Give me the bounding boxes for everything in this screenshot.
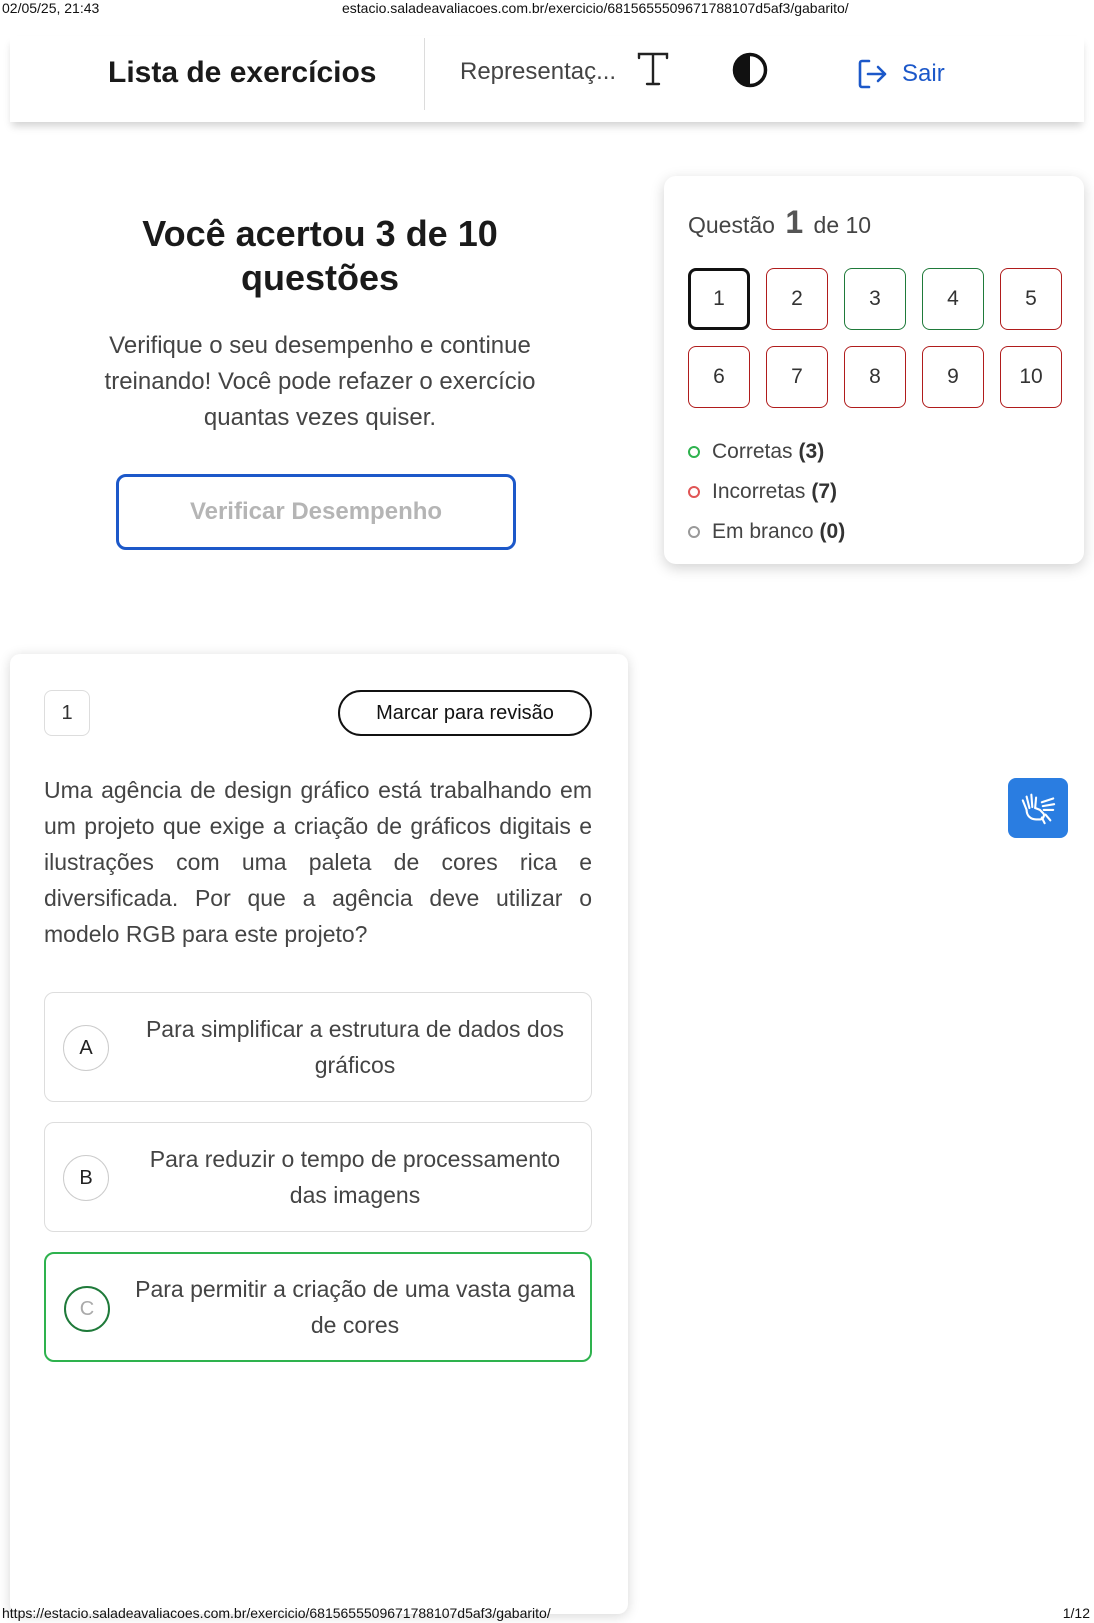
- question-nav-6[interactable]: 6: [688, 346, 750, 408]
- legend-dot-icon: [688, 486, 700, 498]
- question-nav-9[interactable]: 9: [922, 346, 984, 408]
- answer-option-c[interactable]: [44, 1252, 592, 1362]
- print-footer-url: https://estacio.saladeavaliacoes.com.br/exercicio/6815655509671788107d5af3/gabarito/: [2, 1605, 551, 1621]
- question-nav-3[interactable]: 3: [844, 268, 906, 330]
- question-nav-2[interactable]: 2: [766, 268, 828, 330]
- font-size-icon[interactable]: [636, 50, 670, 90]
- legend-label: Incorretas: [712, 480, 806, 503]
- course-title[interactable]: Representaç...: [460, 58, 617, 85]
- navigator-heading-prefix: Questão: [688, 212, 775, 238]
- header-divider: [424, 38, 425, 110]
- exit-label: Sair: [902, 60, 945, 87]
- sign-language-hands-icon: [1019, 789, 1057, 827]
- print-page-number: 1/12: [1062, 1605, 1090, 1621]
- verify-performance-button[interactable]: Verificar Desempenho: [116, 474, 516, 550]
- question-grid: [688, 268, 1062, 408]
- answer-option-b[interactable]: [44, 1122, 592, 1232]
- question-nav-1[interactable]: 1: [688, 268, 750, 330]
- print-datetime: 02/05/25, 21:43: [2, 0, 100, 16]
- legend-dot-icon: [688, 446, 700, 458]
- navigator-heading: [688, 204, 871, 241]
- legend-count: (7): [811, 480, 838, 503]
- option-text: Para permitir a criação de uma vasta gama de cores: [135, 1276, 575, 1338]
- exit-button[interactable]: [856, 54, 945, 94]
- legend-label: Em branco: [712, 520, 814, 543]
- status-legend: [688, 432, 845, 552]
- question-number-badge: 1: [44, 690, 90, 736]
- result-subtitle: Verifique o seu desempenho e continue treinando! Você pode refazer o exercício quantas vezes quiser.: [104, 332, 536, 431]
- legend-count: (3): [798, 440, 825, 463]
- logout-icon: [856, 57, 890, 91]
- print-footer: [0, 1603, 1094, 1623]
- legend-label: Corretas: [712, 440, 793, 463]
- print-header: [0, 0, 1094, 18]
- question-nav-4[interactable]: 4: [922, 268, 984, 330]
- option-letter: B: [63, 1155, 109, 1201]
- question-nav-8[interactable]: 8: [844, 346, 906, 408]
- legend-item: [688, 512, 845, 552]
- print-url: estacio.saladeavaliacoes.com.br/exercicio/6815655509671788107d5af3/gabarito/: [342, 0, 849, 16]
- sign-language-button[interactable]: [1008, 778, 1068, 838]
- navigator-heading-suffix: de 10: [813, 212, 872, 238]
- question-navigator: [664, 176, 1084, 564]
- legend-item: [688, 472, 845, 512]
- legend-dot-icon: [688, 526, 700, 538]
- question-nav-5[interactable]: 5: [1000, 268, 1062, 330]
- question-nav-7[interactable]: 7: [766, 346, 828, 408]
- contrast-icon[interactable]: [732, 52, 768, 88]
- option-letter: C: [64, 1286, 110, 1332]
- result-title: Você acertou 3 de 10 questões: [142, 213, 498, 298]
- option-text: Para reduzir o tempo de processamento das imagens: [149, 1146, 561, 1208]
- question-nav-10[interactable]: 10: [1000, 346, 1062, 408]
- mark-for-review-button[interactable]: Marcar para revisão: [338, 690, 592, 736]
- answer-option-a[interactable]: [44, 992, 592, 1102]
- page-title: Lista de exercícios: [108, 56, 377, 89]
- option-text: Para simplificar a estrutura de dados dos gráficos: [145, 1016, 565, 1078]
- navigator-current-number: 1: [785, 204, 804, 240]
- legend-item: [688, 432, 845, 472]
- option-letter: A: [63, 1025, 109, 1071]
- legend-count: (0): [819, 520, 846, 543]
- top-bar: [10, 36, 1084, 122]
- result-panel: [50, 212, 590, 525]
- question-text: Uma agência de design gráfico está trabalhando em um projeto que exige a criação de gráficos digitais e ilustrações com uma paleta de cores rica e diversificada. Por que a agência deve utilizar o modelo RGB para este projeto?: [44, 777, 592, 947]
- question-card: [10, 654, 628, 1614]
